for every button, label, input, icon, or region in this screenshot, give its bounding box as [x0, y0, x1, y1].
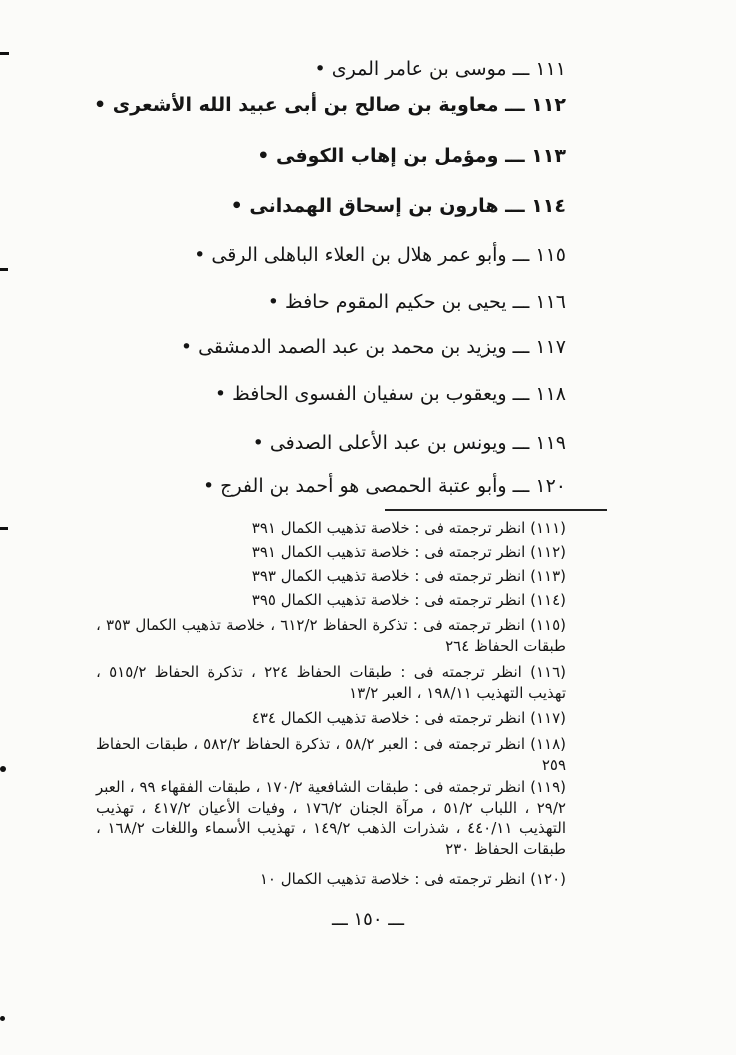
footnote-118: (١١٨) انظر ترجمته فى : العبر ٥٨/٢ ، تذكرة الحفاظ ٥٨٢/٢ ، طبقات الحفاظ ٢٥٩	[96, 735, 566, 774]
entry-112: ١١٢ ـــ معاوية بن صالح بن أبى عبيد الله الأشعرى •	[93, 94, 566, 116]
footnote-113: (١١٣) انظر ترجمته فى : خلاصة تذهيب الكمال ٣٩٣	[251, 567, 566, 585]
entry-115: ١١٥ ـــ وأبو عمر هلال بن العلاء الباهلى الرقى •	[194, 244, 566, 266]
footnote-114: (١١٤) انظر ترجمته فى : خلاصة تذهيب الكمال ٣٩٥	[251, 591, 566, 609]
entry-117: ١١٧ ـــ ويزيد بن محمد بن عبد الصمد الدمشقى •	[180, 336, 566, 358]
footnote-119: (١١٩) انظر ترجمته فى : طبقات الشافعية ١٧٠/٢ ، طبقات الفقهاء ٩٩ ، العبر ٢٩/٢ ، اللباب ٥١/٢ ، مرآة الجنان ١٧٦/٢ ، وفيات الأعيان ٤١٧/٢ ، تهذيب التهذيب ٤٤٠/١١ ، شذرات الذهب ١٤٩/٢ ، تهذيب الأسماء واللغات ١٦٨/٢ ، طبقات الحفاظ ٢٣٠	[96, 778, 567, 858]
page-number: ـــ ١٥٠ ـــ	[331, 909, 405, 930]
entry-119: ١١٩ ـــ ويونس بن عبد الأعلى الصدفى •	[252, 432, 566, 454]
footnote-120: (١٢٠) انظر ترجمته فى : خلاصة تذهيب الكمال ١٠	[259, 870, 566, 888]
scan-mark	[0, 268, 8, 271]
footnote-112: (١١٢) انظر ترجمته فى : خلاصة تذهيب الكمال ٣٩١	[251, 543, 566, 561]
footnote-115: (١١٥) انظر ترجمته فى : تذكرة الحفاظ ٦١٢/٢ ، خلاصة تذهيب الكمال ٣٥٣ ، طبقات الحفاظ ٢٦٤	[96, 616, 567, 655]
footnote-117: (١١٧) انظر ترجمته فى : خلاصة تذهيب الكمال ٤٣٤	[251, 709, 566, 727]
scan-mark	[0, 52, 9, 55]
footnote-separator	[385, 509, 607, 511]
entry-118: ١١٨ ـــ ويعقوب بن سفيان الفسوى الحافظ •	[214, 383, 566, 405]
scan-mark	[0, 527, 8, 530]
entry-111: ١١١ ـــ موسى بن عامر المرى •	[314, 58, 566, 80]
entry-114: ١١٤ ـــ هارون بن إسحاق الهمدانى •	[230, 195, 566, 217]
footnote-116: (١١٦) انظر ترجمته فى : طبقات الحفاظ ٢٢٤ ، تذكرة الحفاظ ٥١٥/٢ ، تهذيب التهذيب ١٩٨/١١ ، العبر ١٣/٢	[96, 663, 566, 702]
scan-mark	[0, 766, 6, 772]
footnote-111: (١١١) انظر ترجمته فى : خلاصة تذهيب الكمال ٣٩١	[251, 519, 566, 537]
entry-113: ١١٣ ـــ ومؤمل بن إهاب الكوفى •	[257, 145, 566, 167]
scan-mark	[0, 1016, 5, 1021]
entry-116: ١١٦ ـــ يحيى بن حكيم المقوم حافظ •	[267, 291, 566, 313]
entry-120: ١٢٠ ـــ وأبو عتبة الحمصى هو أحمد بن الفرج •	[202, 475, 566, 497]
